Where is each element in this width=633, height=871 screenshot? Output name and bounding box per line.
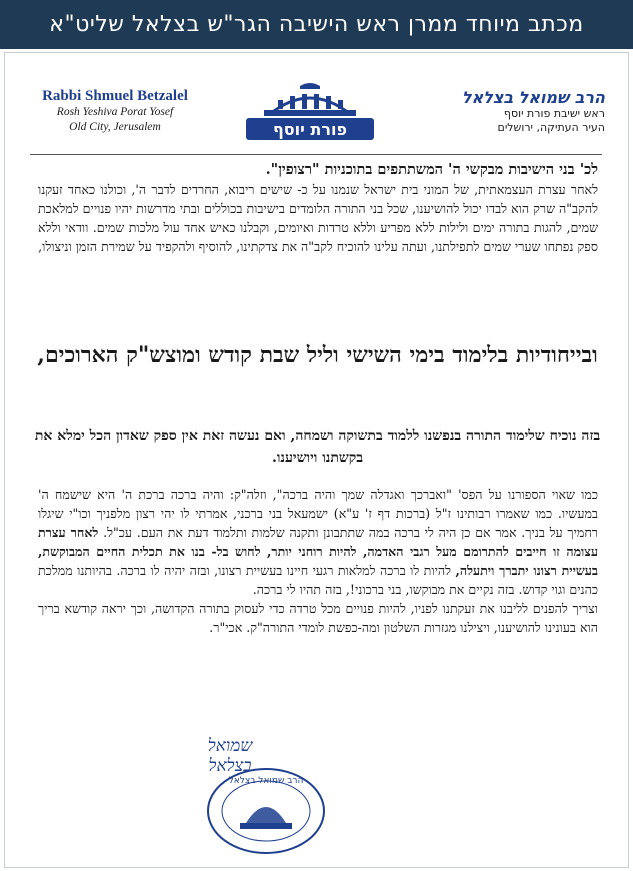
- logo-text: פורת יוסף: [272, 120, 348, 139]
- greeting-heading: לכ' בני הישיבות מבקשי ה' המשתתפים בתוכניות "רצופין".: [265, 161, 598, 178]
- emphasis-subheading: בזה נוכיח שלימוד התורה בנפשנו ללמוד בתשוקה ושמחה, ואם נעשה זאת אין ספק שאדון הכל ימלא את בקשתנו ויושיענו.: [34, 428, 601, 466]
- porat-yosef-logo: [240, 80, 380, 142]
- header-banner: [0, 0, 633, 49]
- letterhead-divider: [30, 154, 602, 155]
- logo-base-line: [264, 110, 356, 116]
- english-name: Rabbi Shmuel Betzalel: [42, 88, 188, 104]
- logo-dome-top: [300, 83, 320, 89]
- banner-title: מכתב מיוחד ממרן ראש הישיבה הגר"ש בצלאל שליט"א: [49, 12, 584, 37]
- english-location: Old City, Jerusalem: [69, 121, 161, 133]
- letterhead-english: [30, 88, 200, 135]
- handwritten-signature: [190, 736, 270, 776]
- stamp-base: [240, 823, 292, 829]
- letterhead-hebrew: [415, 88, 605, 135]
- paragraph-2: [38, 485, 598, 637]
- english-title: Rosh Yeshiva Porat Yosef: [56, 106, 174, 118]
- hebrew-location: העיר העתיקה, ירושלים: [497, 121, 605, 134]
- stamp-dome-icon: [246, 807, 286, 823]
- paragraph-2-quote: כמו שאוי הספורנו על הפס' "ואברכך ואגדלה שמך והיה ברכה", וזלה"ק: והיה ברכה ברכת ה' היא שישמח ה' במעשיו. כמו שאמרו רבותינו ז"ל (ברכות דף ז' ע"א) ישמעאל בני ברכני, אמרתי לו יהי רצון מלפניך וכו"י שיגלו רחמיך על בניך. אמר אם כן היה לי ברכה במה שתתבונן ותקנה שלמות ותלמוד דעת את העם. עכ"ל.: [38, 487, 598, 540]
- stamp-text: הרב שמואל בצלאל: [228, 776, 304, 786]
- official-stamp: [204, 765, 329, 857]
- paragraph-2-bold: לאחר עצרת עצומה זו חייבים להתרומם מעל רגבי האדמה, להיות רוחני יותר, לחוש בל- בנו את תכלית החיים המבוקשת, בעשיית רצונו יתברך ויתעלה,: [38, 525, 598, 578]
- paragraph-3: וצריך להפנים לליבנו את זעקתנו לפניו, להיות פנויים מכל טרדה כדי לעסוק בתורה הקדושה, וכך יראה קודשא בריך הוא בעונינו להושיענו, ויצילנו מגזרות השלטון ומה-כפשת לומדי התורה"ק. אכי"ר.: [38, 601, 598, 635]
- hebrew-title: ראש ישיבת פורת יוסף: [503, 107, 605, 120]
- paragraph-2-end: להיות לו ברכה למלאות רגעי חיינו בעשיית רצונו, ובזה יהיה לו ברכה. בהיותנו ממלכת כהנים וגוי קדוש. בזה נקיים את מבוקשו, בני ברכוני!, בזה תהיו לי ברכה.: [38, 563, 598, 597]
- signature-text: שמואל בצלאל: [207, 736, 253, 776]
- emphasis-heading: ובייחודיות בלימוד בימי השישי וליל שבת קודש ומוצש"ק הארוכים,: [37, 342, 598, 368]
- paragraph-1: לאחר עצרת העצמאתית, של המוני בית ישראל שנמנו על כ- שישים ריבוא, החרדים לדבר ה', וכולנו כאחד זעקנו להקב"ה שרק הוא לבדו יכול להושיענו, שכל בני התורה הלומדים בישיבות בכוללים ובתי מדרשות יהיו פנויים למלאכת שמים, להגות בתורה ימים ולילות ללא מפריע וללא טרדות ואיומים, וקבלנו כאיש אחד עול מלכות שמים. וודאי וללא ספק נפתחו שערי שמים לתפילתנו, ועתה עלינו להוכיח לקב"ה את צדקתינו, להוסיף ולהקפיד על שמירת הזמן וניצולו,: [38, 182, 598, 254]
- hebrew-name: הרב שמואל בצלאל: [461, 88, 605, 107]
